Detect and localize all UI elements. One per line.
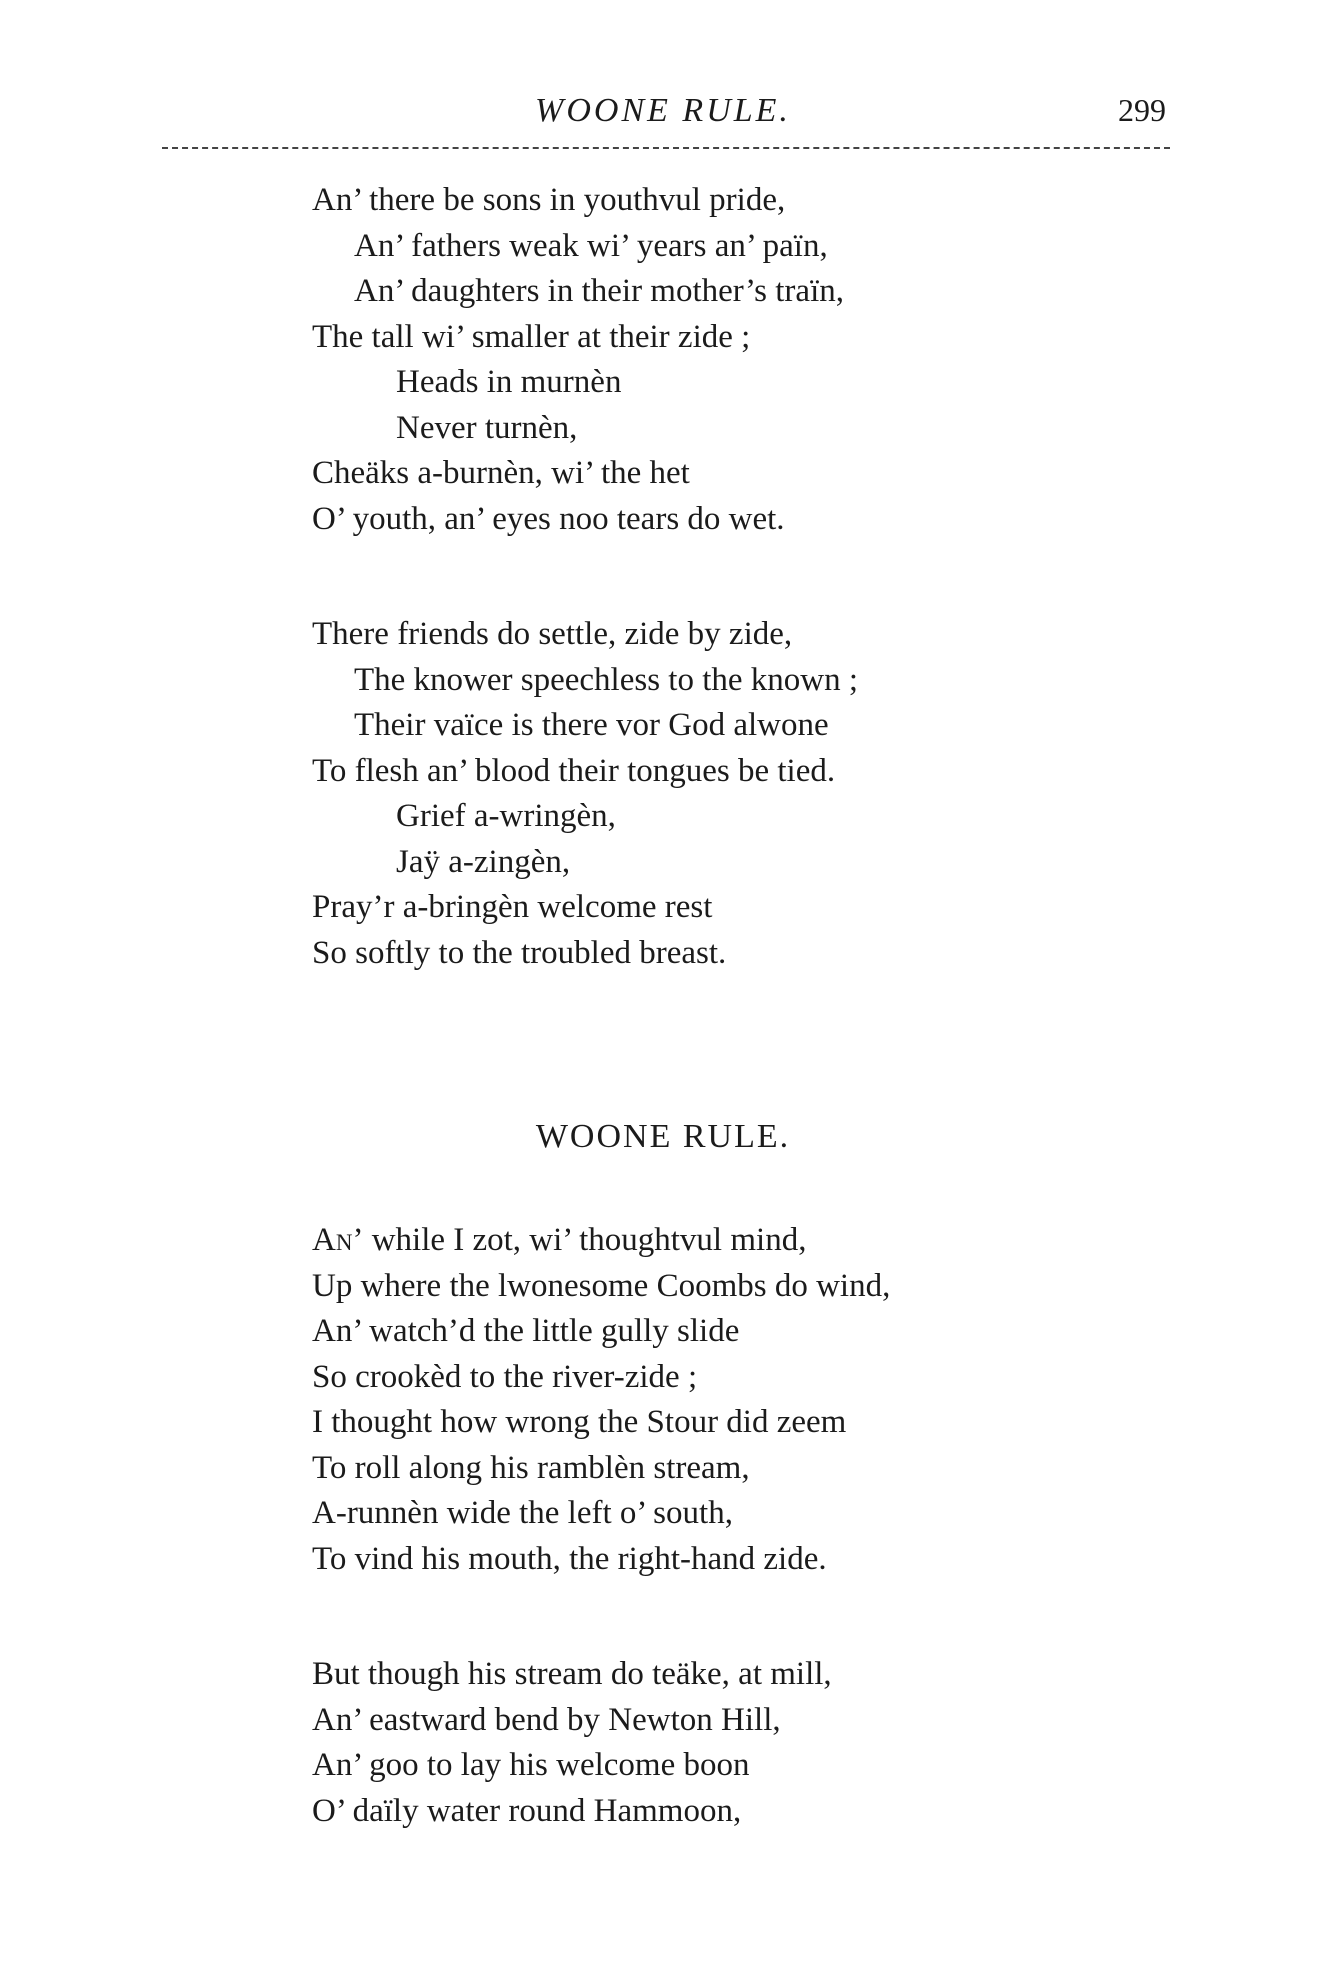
poem-title: WOONE RULE. (535, 1118, 791, 1155)
verse-line: To flesh an’ blood their tongues be tied. (312, 752, 836, 789)
verse-line: A-runnèn wide the left o’ south, (312, 1495, 733, 1531)
verse-line: So crookèd to the river-zide ; (312, 1358, 698, 1395)
verse-line: O’ daïly water round Hammoon, (312, 1792, 742, 1829)
verse-line: But though his stream do teäke, at mill, (312, 1656, 832, 1692)
stanza-2 (312, 612, 858, 976)
stanza-1 (312, 178, 844, 542)
verse-line: An’ there be sons in youthvul pride, (312, 182, 786, 218)
running-title: WOONE RULE. (535, 92, 791, 129)
verse-line: Cheäks a-burnèn, wi’ the het (312, 455, 690, 491)
verse-line: An’ watch’d the little gully slide (312, 1313, 740, 1349)
verse-line: An’ goo to lay his welcome boon (312, 1747, 750, 1783)
page-number: 299 (1118, 92, 1166, 128)
verse-line: So softly to the troubled breast. (312, 934, 727, 971)
verse-line: The knower speechless to the known ; (354, 661, 859, 698)
verse-line: I thought how wrong the Stour did zeem (312, 1404, 847, 1440)
verse-line: Their vaïce is there vor God alwone (354, 707, 829, 743)
verse-line: There friends do settle, zide by zide, (312, 616, 793, 652)
verse-line: An’ fathers weak wi’ years an’ païn, (354, 227, 828, 264)
verse-line: O’ youth, an’ eyes noo tears do wet. (312, 500, 785, 537)
verse-line: Jaÿ a-zingèn, (396, 843, 571, 880)
stanza-3 (312, 1218, 890, 1582)
first-word: An’ (312, 1222, 364, 1258)
running-head (0, 92, 1326, 132)
verse-line: An’ eastward bend by Newton Hill, (312, 1701, 781, 1738)
verse-line: Grief a-wringèn, (396, 798, 616, 834)
verse-line: An’ daughters in their mother’s traïn, (354, 273, 844, 309)
header-rule (162, 147, 1170, 149)
verse-line: To vind his mouth, the right-hand zide. (312, 1540, 827, 1577)
verse-line: Pray’r a-bringèn welcome rest (312, 889, 713, 925)
verse-line: Heads in murnèn (396, 364, 622, 400)
verse-line: To roll along his ramblèn stream, (312, 1449, 750, 1486)
first-line-rest: while I zot, wi’ thoughtvul mind, (363, 1222, 807, 1258)
verse-line: Never turnèn, (396, 409, 578, 446)
verse-line (312, 1218, 890, 1264)
verse-line: Up where the lwonesome Coombs do wind, (312, 1267, 891, 1304)
stanza-4 (312, 1652, 832, 1834)
verse-line: The tall wi’ smaller at their zide ; (312, 318, 751, 355)
